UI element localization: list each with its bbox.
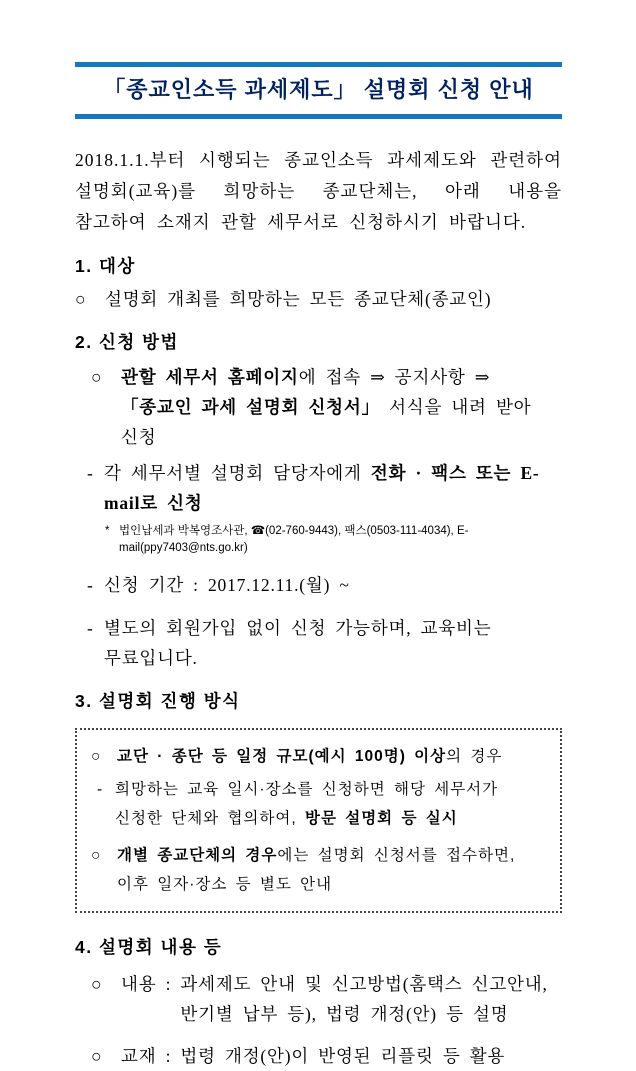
section-4-heading: 4. 설명회 내용 등: [75, 937, 223, 957]
section-3-heading: 3. 설명회 진행 방식: [75, 691, 241, 711]
circle-bullet-icon: ○: [91, 974, 103, 994]
section-3: [75, 689, 562, 913]
circle-bullet-icon: ○: [75, 289, 87, 309]
intro-paragraph: 2018.1.1.부터 시행되는 종교인소득 과세제도와 관련하여 설명회(교육)를 희망하는 종교단체는, 아래 내용을 참고하여 소재지 관할 세무서로 신청하시기 바랍니다.: [75, 150, 562, 232]
list-item-text: 전화 · 팩스 또는 E-mail로 신청: [104, 463, 540, 513]
circle-bullet-icon: ○: [91, 367, 103, 387]
asterisk-marker: *: [105, 525, 110, 537]
dash-marker: -: [87, 575, 94, 595]
list-item: [87, 570, 562, 600]
list-item-text: 「종교인 과세 설명회 신청서」: [121, 397, 380, 417]
list-item-text: 신청 기간 : 2017.12.11.(월) ~: [104, 575, 350, 595]
box-item: [97, 775, 548, 833]
item-label: 교재 :: [121, 1046, 181, 1066]
list-item: [87, 613, 562, 673]
box-item-text: 교단 · 종단 등 일정 규모(예시 100명) 이상: [117, 748, 447, 765]
box-item-text: 의 경우: [446, 748, 503, 765]
list-item-text: 과세제도 안내 및 신고방법(홈택스 신고안내, 반기별 납부 등), 법령 개정(안) 등 설명: [180, 974, 548, 1024]
dotted-info-box: [75, 728, 562, 913]
section-2: [75, 330, 562, 673]
box-item-text: 에는 설명회 신청서를 접수하면, 이후 일자·장소 등 별도 안내: [117, 847, 516, 893]
footnote-item: [105, 523, 562, 557]
box-item-text: 희망하는 교육 일시·장소를 신청하면 해당 세무서가 신청한 단체와 협의하여,: [115, 781, 499, 827]
circle-bullet-icon: ○: [91, 1046, 103, 1066]
footnote-text: 법인납세과 박복영조사관, ☎(02-760-9443), 팩스(0503-111-4034), E-mail(ppy7403@nts.go.kr): [119, 525, 469, 554]
item-label: 내용 :: [121, 974, 181, 994]
dash-marker: -: [87, 463, 94, 483]
section-2-heading: 2. 신청 방법: [75, 332, 179, 352]
circle-bullet-icon: ○: [91, 748, 102, 765]
list-item: [75, 284, 562, 314]
list-item-text: 설명회 개최를 희망하는 모든 종교단체(종교인): [105, 289, 492, 309]
section-4: [75, 935, 562, 1071]
box-item: [91, 742, 548, 771]
box-item-text: 방문 설명회 등 실시: [304, 810, 458, 827]
list-item: [91, 1041, 562, 1071]
section-1-heading: 1. 대상: [75, 256, 136, 276]
list-item-text: 서식을 내려 받아 신청: [121, 397, 532, 447]
list-item-text: 법령 개정(안)이 반영된 리플릿 등 활용: [180, 1046, 506, 1066]
list-item: [91, 362, 562, 452]
list-item: [87, 458, 562, 518]
list-item-text: 별도의 회원가입 없이 신청 가능하며, 교육비는 무료입니다.: [104, 618, 492, 668]
box-item: [91, 841, 548, 899]
title-banner: [75, 62, 562, 119]
list-item-text: 각 세무서별 설명회 담당자에게: [104, 463, 371, 483]
list-item-text: 에 접속 ⇒ 공지사항 ⇒: [298, 367, 491, 387]
section-1: [75, 254, 562, 314]
box-item-text: 개별 종교단체의 경우: [117, 847, 278, 864]
circle-bullet-icon: ○: [91, 847, 102, 864]
list-item-text: 관할 세무서 홈페이지: [121, 367, 299, 387]
list-item: [91, 969, 562, 1029]
dash-marker: -: [87, 618, 94, 638]
document-title: 「종교인소득 과세제도」 설명회 신청 안내: [103, 77, 534, 102]
dash-marker: -: [97, 781, 104, 798]
